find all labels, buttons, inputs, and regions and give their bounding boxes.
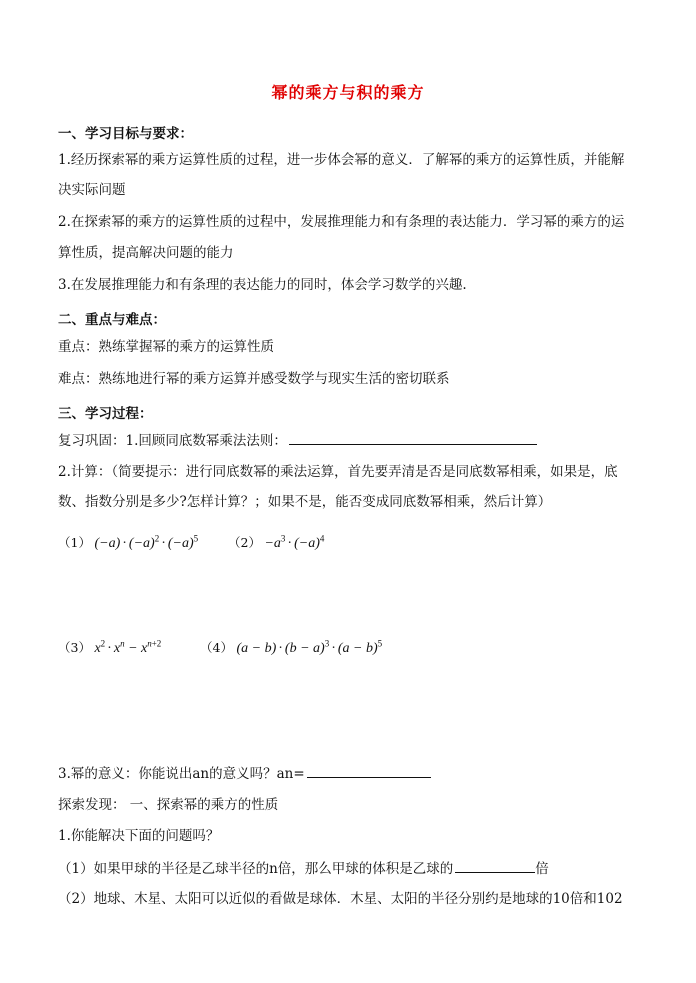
question-1: 1.你能解决下面的问题吗？ [58,828,220,844]
review-line [58,430,648,451]
goal-item-1-line-2: 决实际问题 [58,182,126,198]
problem-2-label: （2） [228,535,261,550]
section-heading-goals: 一、学习目标与要求： [58,126,193,142]
meaning-text: 3.幂的意义：你能说出an的意义吗？an= [58,766,305,782]
problem-3-label: （3） [58,640,91,655]
problem-3 [58,638,161,657]
problem-3-expression: $x^2 \cdot x^n - x^{n+2}$ [94,638,162,656]
section-heading-process: 三、学习过程： [58,406,153,422]
goal-item-1-line-1: 1.经历探索幂的乘方运算性质的过程，进一步体会幂的意义．了解幂的乘方的运算性质，并能解 [58,152,625,168]
problem-4-expression: $(a - b) \cdot (b - a)^3 \cdot (a - b)^5$ [236,638,383,656]
calc-instruction-line-2: 数、指数分别是多少?怎样计算？；如果不是，能否变成同底数幂相乘，然后计算） [58,494,552,510]
problem-4 [200,638,382,657]
question-1a-suffix: 倍 [535,861,549,877]
problem-1-label: （1） [58,535,91,550]
problem-1-expression: $(-a) \cdot (-a)^2 \cdot (-a)^5$ [94,533,199,551]
goal-item-2-line-1: 2.在探索幂的乘方的运算性质的过程中，发展推理能力和有条理的表达能力．学习幂的乘方的运 [58,214,625,230]
goal-item-2-line-2: 算性质，提高解决问题的能力 [58,245,234,261]
question-1a-text: （1）如果甲球的半径是乙球半径的n倍，那么甲球的体积是乙球的 [58,861,454,877]
problem-1 [58,533,198,552]
question-1b: （2）地球、木星、太阳可以近似的看做是球体．木星、太阳的半径分别约是地球的10倍和102 [58,891,623,907]
problem-4-label: （4） [200,640,233,655]
key-point-text: 重点：熟练掌握幂的乘方的运算性质 [58,339,274,355]
review-answer-blank [289,430,537,445]
explore-heading: 探索发现： 一、探索幂的乘方的性质 [58,797,279,813]
problem-2-expression: $-a^3 \cdot (-a)^4$ [264,533,325,551]
review-text: 复习巩固：1.回顾同底数幂乘法法则： [58,433,287,449]
question-1a-blank [455,858,535,873]
goal-item-3: 3.在发展推理能力和有条理的表达能力的同时，体会学习数学的兴趣. [58,277,467,293]
page-title: 幂的乘方与积的乘方 [271,83,425,102]
meaning-line [58,763,648,784]
difficulty-text: 难点：熟练地进行幂的乘方运算并感受数学与现实生活的密切联系 [58,371,450,387]
calc-instruction-line-1: 2.计算：（简要提示：进行同底数幂的乘法运算，首先要弄清是否是同底数幂相乘，如果是，底 [58,464,618,480]
problem-2 [228,533,324,552]
section-heading-key-points: 二、重点与难点： [58,312,166,328]
question-1a-line [58,858,648,879]
meaning-answer-blank [307,763,431,778]
